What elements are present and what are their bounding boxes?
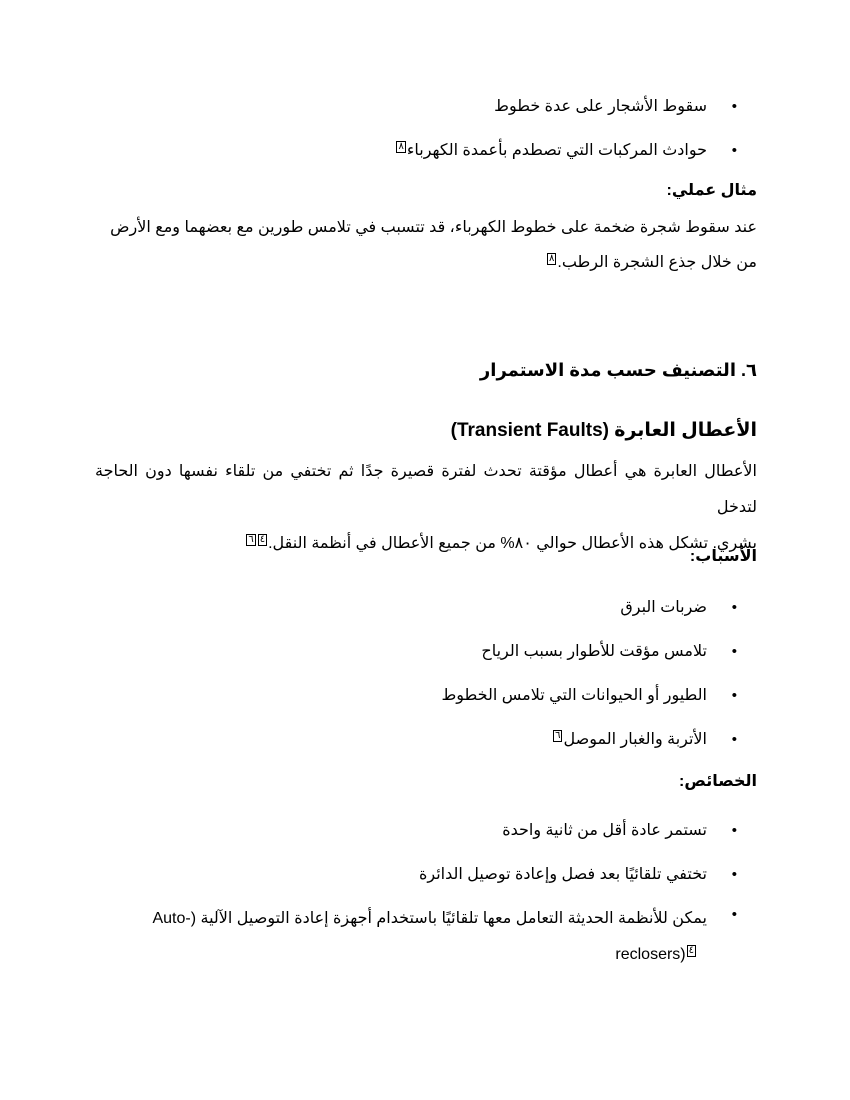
- reference-marker[interactable]: ٦: [555, 729, 561, 741]
- list-item: • الأتربة والغبار الموصل٦: [95, 729, 757, 751]
- reference-marker[interactable]: ٤: [688, 944, 694, 956]
- list-item: • ضربات البرق: [95, 597, 757, 619]
- feature-line: ٤reclosers): [615, 944, 694, 963]
- causes-list: [95, 597, 757, 751]
- features-heading: الخصائص:: [679, 773, 757, 790]
- example-line: عند سقوط شجرة ضخمة على خطوط الكهرباء، قد تتسبب في تلامس طورين مع بعضهما ومع الأرض: [110, 219, 757, 236]
- causes-heading: الأسباب:: [689, 548, 757, 565]
- section-heading: ٦. التصنيف حسب مدة الاستمرار: [479, 360, 757, 380]
- subsection-heading: الأعطال العابرة (Transient Faults): [450, 420, 757, 441]
- list-item: • تستمر عادة أقل من ثانية واحدة: [95, 820, 757, 842]
- list-item: • تختفي تلقائيًا بعد فصل وإعادة توصيل الدائرة: [95, 864, 757, 886]
- list-item: • سقوط الأشجار على عدة خطوط: [95, 96, 757, 118]
- example-heading: مثال عملي:: [666, 182, 757, 199]
- paragraph-line: الأعطال العابرة هي أعطال مؤقتة تحدث لفترة قصيرة جدًا ثم تختفي من تلقاء نفسها دون الحاجة لتدخل: [95, 463, 757, 516]
- paragraph-line: بشري. تشكل هذه الأعطال حوالي ٨٠% من جميع الأعطال في أنظمة النقل.٤٦: [248, 533, 757, 552]
- feature-line: يمكن للأنظمة الحديثة التعامل معها تلقائيًا باستخدام أجهزة إعادة التوصيل الآلية (-Auto: [152, 910, 707, 927]
- list-item: • الطيور أو الحيوانات التي تلامس الخطوط: [95, 685, 757, 707]
- list-item: [95, 906, 757, 968]
- reference-marker[interactable]: ٨: [549, 252, 555, 264]
- reference-marker[interactable]: ٦: [248, 533, 254, 545]
- example-line: من خلال جذع الشجرة الرطب.٨: [549, 252, 757, 271]
- example-paragraph: [95, 210, 757, 280]
- list-item: • حوادث المركبات التي تصطدم بأعمدة الكهرباء٨: [95, 140, 757, 162]
- document-page: [95, 0, 757, 1100]
- bullet-list-top: [95, 96, 757, 162]
- features-list: [95, 820, 757, 886]
- reference-marker[interactable]: ٨: [398, 140, 404, 152]
- list-item: • تلامس مؤقت للأطوار بسبب الرياح: [95, 641, 757, 663]
- bullet-icon: •: [731, 906, 737, 923]
- reference-marker[interactable]: ٤: [259, 533, 266, 545]
